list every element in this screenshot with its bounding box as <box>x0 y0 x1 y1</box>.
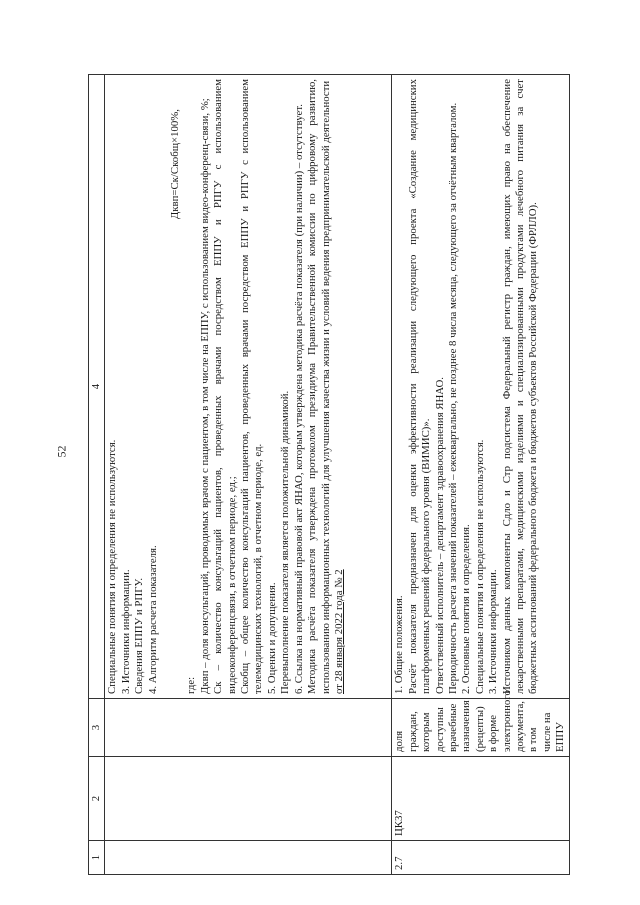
header-cell-3: 3 <box>89 699 105 757</box>
indicator-table <box>88 74 570 875</box>
method-line: Сведения ЕППУ и РПГУ. <box>133 577 146 694</box>
method-line: 3. Источники информации. <box>487 569 500 694</box>
method-line: Специальные понятия и определения не используются. <box>473 439 486 694</box>
method-line: Скобщ – общее количество консультаций пациентов, проведенных врачами посредством ЕППУ и РПГУ с использованием телемедицинских технологий, в отчетном периоде, ед. <box>239 79 265 694</box>
method-line: Дквп – доля консультаций, проводимых врачом с пациентом, в том числе на ЕППУ, с использованием видео-конференц-связи, %; <box>198 98 211 694</box>
method-line: Перевыполнение показателя является положительной динамикой. <box>279 390 292 694</box>
method-line: 3. Источники информации. <box>119 569 132 694</box>
header-cell-1: 1 <box>89 841 105 875</box>
method-line: Ответственный исполнитель – департамент здравоохранения ЯНАО. <box>433 377 446 694</box>
method-line: 6. Ссылка на нормативный правовой акт ЯНАО, которым утверждена методика расчёта показателя (при наличии) – отсутствует. <box>292 104 305 694</box>
method-line: 5. Оценки и допущения. <box>265 582 278 694</box>
formula: Дквп=Ск/Скобщ×100%, <box>169 109 182 220</box>
method-line: Источником данных компоненты Сдло и Стр подсистема Федеральный регистр граждан, имеющих право на обеспечение лекарственными препаратами, медицинскими изделиями и специализированными продуктами лечебного питания за счет бюджетных ассигнований федерального бюджета и бюджетов субъектов Российской Федерации (ФРЛЛО). <box>500 79 540 694</box>
rotated-table-container <box>88 75 578 875</box>
row1-method-cell <box>105 75 392 699</box>
row1-num-cell <box>105 841 392 875</box>
method-line: Периодичность расчета значений показателей – ежеквартально, не позднее 8 числа месяца, следующего за отчётным кварталом. <box>447 102 460 694</box>
method-line: Специальные понятия и определения не используются. <box>106 439 119 694</box>
row2-method-cell <box>392 75 569 699</box>
header-cell-4: 4 <box>89 75 105 699</box>
row1-code-cell <box>105 757 392 841</box>
page-number: 52 <box>54 445 69 458</box>
row2-title-cell: доля граждан, которым доступны врачебные назначения (рецепты) в форме электронного документа, в том числе на ЕППУ <box>392 699 569 757</box>
method-line: 2. Основные понятия и определения. <box>460 524 473 694</box>
row2-num-cell: 2.7 <box>392 841 569 875</box>
table-row <box>105 75 392 875</box>
method-line: 4. Алгоритм расчета показателя. <box>146 545 159 694</box>
method-line: Методика расчёта показателя утверждена протоколом президиума Правительственной комиссии по цифровому развитию, использованию информационных технологий для улучшения качества жизни и условий ведения предпринимательской деятельности <box>306 79 332 694</box>
method-line: где: <box>185 676 198 694</box>
method-line: от 28 января 2022 года № 2 <box>332 569 345 694</box>
table-row <box>392 75 569 875</box>
method-line: Ск – количество консультаций пациентов, проведенных врачами посредством ЕППУ и РПГУ с использованием видеоконференцсвязи, в отчетном периоде, ед.; <box>212 79 238 694</box>
table-header-row <box>89 75 105 875</box>
method-line: 1. Общие положения. <box>393 595 406 694</box>
row2-code-cell: ЦК37 <box>392 757 569 841</box>
header-cell-2: 2 <box>89 757 105 841</box>
row1-title-cell <box>105 699 392 757</box>
method-line: Расчёт показателя предназначен для оценки эффективности реализации следующего проекта «Создание медицинских платформенных решений федерального уровня (ВИМИС)». <box>406 79 433 694</box>
